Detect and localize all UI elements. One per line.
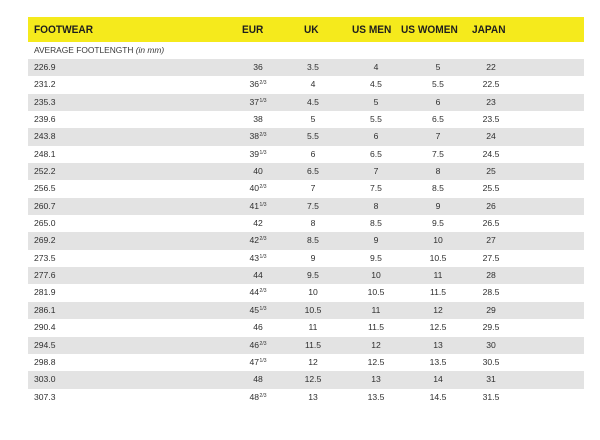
us-men-cell: 8.5 [370,218,382,229]
uk-cell: 10 [308,287,318,298]
uk-cell: 8 [310,218,316,229]
eur-cell: $46^{2/3}$ [249,339,267,350]
header-japan: JAPAN [472,24,506,36]
eur-fraction: 1/3 [259,201,267,208]
eur-fraction: 2/3 [259,80,267,87]
eur-cell: $37^{1/3}$ [249,96,267,107]
eur-cell: 38 [253,114,263,125]
uk-cell: 5.5 [307,131,319,142]
us-men-cell: 12 [371,339,381,350]
table-row [28,146,584,163]
japan-cell: 25.5 [482,183,500,194]
footlength-cell: 231.2 [34,79,56,90]
footlength-cell: 294.5 [34,339,56,350]
us-men-cell: 4.5 [370,79,382,90]
footlength-cell: 269.2 [34,235,56,246]
eur-cell: $38^{2/3}$ [249,131,267,142]
table-row [28,267,584,284]
eur-cell: $39^{1/3}$ [249,148,267,159]
japan-cell: 26 [486,200,496,211]
us-women-cell: 7.5 [432,148,444,159]
subheader-unit: (in mm) [135,45,165,55]
uk-cell: 6 [310,148,316,159]
uk-cell: 7 [310,183,316,194]
subheader-text [34,45,164,55]
japan-cell: 27.5 [482,252,500,263]
footlength-cell: 307.3 [34,391,56,402]
us-women-cell: 9 [435,200,441,211]
table-row [28,94,584,111]
us-women-cell: 12 [433,304,443,315]
uk-cell: 9 [310,252,316,263]
japan-cell: 24 [486,131,496,142]
eur-fraction: 2/3 [259,236,267,243]
footlength-cell: 286.1 [34,304,56,315]
table-body [28,59,584,406]
eur-fraction: 2/3 [259,288,267,295]
eur-fraction: 2/3 [259,340,267,347]
eur-fraction: 2/3 [259,184,267,191]
table-row [28,337,584,354]
size-chart-table [28,17,584,406]
japan-cell: 29 [486,304,496,315]
uk-cell: 11.5 [304,339,322,350]
japan-cell: 25 [486,166,496,177]
uk-cell: 6.5 [307,166,319,177]
japan-cell: 31 [486,374,496,385]
us-men-cell: 7.5 [370,183,382,194]
us-men-cell: 10 [371,270,381,281]
eur-cell: $36^{2/3}$ [249,79,267,90]
us-women-cell: 12.5 [429,322,447,333]
japan-cell: 22 [486,62,496,72]
table-row [28,389,584,406]
uk-cell: 12 [308,356,318,367]
table-row [28,250,584,267]
japan-cell: 30 [486,339,496,350]
japan-cell: 26.5 [482,218,500,229]
eur-fraction: 2/3 [259,392,267,399]
eur-cell: $40^{2/3}$ [249,183,267,194]
footlength-cell: 265.0 [34,218,56,229]
table-row [28,232,584,249]
table-row [28,198,584,215]
us-women-cell: 14.5 [429,391,447,402]
us-women-cell: 6.5 [432,114,444,125]
footlength-cell: 226.9 [34,62,56,72]
eur-cell: $44^{2/3}$ [249,287,267,298]
uk-cell: 3.5 [307,62,319,72]
table-row [28,371,584,388]
japan-cell: 28 [486,270,496,281]
footlength-cell: 239.6 [34,114,56,125]
footlength-cell: 252.2 [34,166,56,177]
subheader-label: AVERAGE FOOTLENGTH [34,45,134,55]
table-row [28,215,584,232]
eur-fraction: 1/3 [259,253,267,260]
us-men-cell: 6.5 [370,148,382,159]
japan-cell: 22.5 [482,79,500,90]
us-men-cell: 5 [373,96,379,107]
us-women-cell: 5 [435,62,441,72]
uk-cell: 11 [308,322,318,333]
table-row [28,319,584,336]
eur-fraction: 2/3 [259,132,267,139]
footlength-cell: 277.6 [34,270,56,281]
us-men-cell: 13.5 [367,391,385,402]
table-row [28,76,584,93]
eur-cell: 46 [253,322,263,333]
eur-fraction: 1/3 [259,97,267,104]
us-men-cell: 6 [373,131,379,142]
japan-cell: 23.5 [482,114,500,125]
us-men-cell: 11.5 [367,322,385,333]
table-row [28,302,584,319]
us-women-cell: 5.5 [432,79,444,90]
header-us-women: US WOMEN [401,24,458,36]
us-women-cell: 7 [435,131,441,142]
footlength-cell: 248.1 [34,148,56,159]
us-men-cell: 9 [373,235,379,246]
eur-fraction: 1/3 [259,305,267,312]
footlength-cell: 303.0 [34,374,56,385]
uk-cell: 8.5 [307,235,319,246]
table-row [28,111,584,128]
japan-cell: 30.5 [482,356,500,367]
eur-fraction: 1/3 [259,357,267,364]
eur-cell: $42^{2/3}$ [249,235,267,246]
us-men-cell: 8 [373,200,379,211]
us-women-cell: 13.5 [429,356,447,367]
us-men-cell: 5.5 [370,114,382,125]
japan-cell: 29.5 [482,322,500,333]
uk-cell: 9.5 [307,270,319,281]
us-men-cell: 10.5 [367,287,385,298]
uk-cell: 10.5 [304,304,322,315]
uk-cell: 5 [310,114,316,125]
table-row [28,59,584,76]
footlength-cell: 290.4 [34,322,56,333]
us-men-cell: 12.5 [367,356,385,367]
eur-cell: 42 [253,218,263,229]
uk-cell: 12.5 [304,374,322,385]
us-women-cell: 10 [433,235,443,246]
footlength-cell: 256.5 [34,183,56,194]
us-women-cell: 8 [435,166,441,177]
header-eur: EUR [242,24,264,36]
us-women-cell: 13 [433,339,443,350]
us-men-cell: 11 [371,304,381,315]
us-men-cell: 4 [373,62,379,72]
uk-cell: 4 [310,79,316,90]
subheader-row [28,42,584,59]
eur-cell: $41^{1/3}$ [249,200,267,211]
table-row [28,354,584,371]
eur-cell: 40 [253,166,263,177]
us-women-cell: 11 [433,270,443,281]
uk-cell: 7.5 [307,200,319,211]
us-women-cell: 14 [433,374,443,385]
eur-cell: 48 [253,374,263,385]
footlength-cell: 298.8 [34,356,56,367]
us-women-cell: 11.5 [429,287,447,298]
table-row [28,284,584,301]
footlength-cell: 235.3 [34,96,56,107]
us-women-cell: 10.5 [429,252,447,263]
eur-cell: 44 [253,270,263,281]
table-row [28,128,584,145]
uk-cell: 4.5 [307,96,319,107]
header-uk: UK [304,24,319,36]
eur-cell: $45^{1/3}$ [249,304,267,315]
table-row [28,163,584,180]
table-row [28,180,584,197]
japan-cell: 31.5 [482,391,500,402]
footlength-cell: 281.9 [34,287,56,298]
us-men-cell: 9.5 [370,252,382,263]
footlength-cell: 243.8 [34,131,56,142]
table-header-row [28,17,584,42]
us-men-cell: 13 [371,374,381,385]
header-footwear: FOOTWEAR [34,24,94,36]
eur-cell: $47^{1/3}$ [249,356,267,367]
japan-cell: 24.5 [482,148,500,159]
eur-cell: 36 [253,62,263,72]
footlength-cell: 260.7 [34,200,56,211]
eur-cell: $43^{1/3}$ [249,252,267,263]
us-men-cell: 7 [373,166,379,177]
eur-fraction: 1/3 [259,149,267,156]
japan-cell: 27 [486,235,496,246]
us-women-cell: 6 [435,96,441,107]
us-women-cell: 9.5 [432,218,444,229]
uk-cell: 13 [308,391,318,402]
japan-cell: 28.5 [482,287,500,298]
us-women-cell: 8.5 [432,183,444,194]
japan-cell: 23 [486,96,496,107]
eur-cell: $48^{2/3}$ [249,391,267,402]
footlength-cell: 273.5 [34,252,56,263]
header-us-men: US MEN [352,24,392,36]
